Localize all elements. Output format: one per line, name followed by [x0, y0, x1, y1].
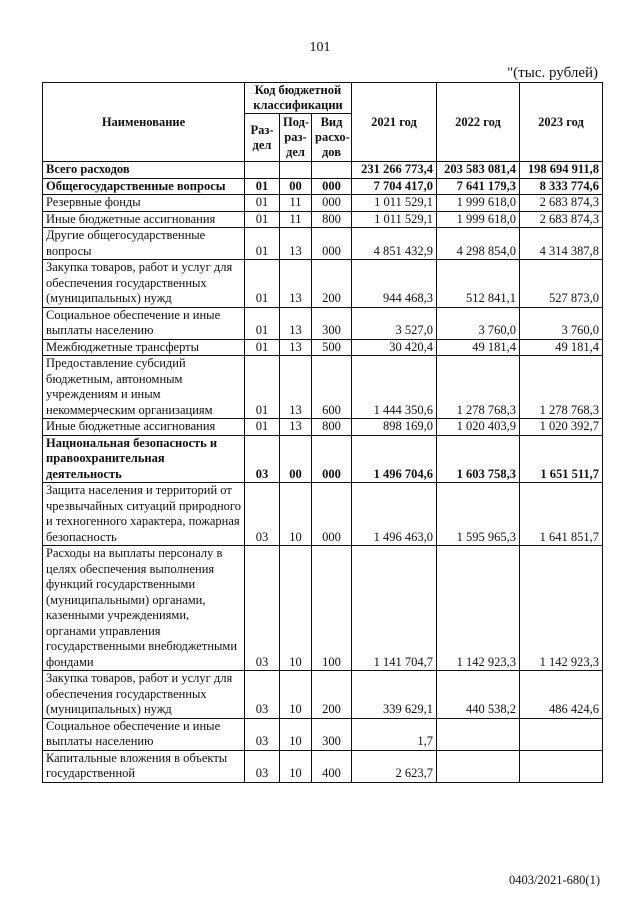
cell-2023: 1 142 923,3: [520, 546, 603, 671]
cell-vid: 300: [312, 307, 352, 339]
cell-2023: 1 020 392,7: [520, 419, 603, 436]
cell-name: Закупка товаров, работ и услуг для обеспечения государственных (муниципальных) нужд: [43, 260, 245, 308]
cell-name: Капитальные вложения в объекты государственной: [43, 750, 245, 782]
cell-2023: 2 683 874,3: [520, 195, 603, 212]
cell-2023: 198 694 911,8: [520, 162, 603, 179]
cell-2021: 30 420,4: [352, 339, 437, 356]
cell-2022: 7 641 179,3: [437, 178, 520, 195]
cell-2021: 1 011 529,1: [352, 211, 437, 228]
budget-table: [42, 82, 603, 783]
cell-name: Защита населения и территорий от чрезвычайных ситуаций природного и техногенного характера, пожарная безопасность: [43, 483, 245, 546]
cell-name: Иные бюджетные ассигнования: [43, 419, 245, 436]
cell-vid: 100: [312, 546, 352, 671]
cell-2023: 1 641 851,7: [520, 483, 603, 546]
cell-podrazdel: 13: [280, 228, 312, 260]
cell-2022: 4 298 854,0: [437, 228, 520, 260]
cell-name: Расходы на выплаты персоналу в целях обеспечения выполнения функций государственными (муниципальными) органами, казенными учреждениями, органами управления государственными внебюджетными фондами: [43, 546, 245, 671]
cell-razdel: 01: [245, 260, 280, 308]
cell-name: Социальное обеспечение и иные выплаты населению: [43, 718, 245, 750]
cell-2021: 2 623,7: [352, 750, 437, 782]
cell-razdel: 01: [245, 228, 280, 260]
cell-2021: 1 444 350,6: [352, 356, 437, 419]
cell-2023: 49 181,4: [520, 339, 603, 356]
cell-2022: 1 603 758,3: [437, 435, 520, 483]
cell-2022: 1 142 923,3: [437, 546, 520, 671]
cell-2021: 944 468,3: [352, 260, 437, 308]
cell-razdel: 01: [245, 195, 280, 212]
cell-podrazdel: 10: [280, 671, 312, 719]
cell-podrazdel: 10: [280, 483, 312, 546]
cell-2022: 1 999 618,0: [437, 211, 520, 228]
header-name: Наименование: [43, 83, 245, 162]
cell-2023: 527 873,0: [520, 260, 603, 308]
cell-razdel: [245, 162, 280, 179]
cell-podrazdel: [280, 162, 312, 179]
cell-podrazdel: 13: [280, 419, 312, 436]
cell-razdel: 01: [245, 178, 280, 195]
cell-vid: [312, 162, 352, 179]
cell-2021: 4 851 432,9: [352, 228, 437, 260]
cell-2021: 231 266 773,4: [352, 162, 437, 179]
cell-2023: 1 278 768,3: [520, 356, 603, 419]
cell-2023: 2 683 874,3: [520, 211, 603, 228]
cell-name: Общегосударственные вопросы: [43, 178, 245, 195]
cell-podrazdel: 00: [280, 435, 312, 483]
table-row: [43, 435, 603, 483]
table-row: [43, 211, 603, 228]
cell-podrazdel: 11: [280, 195, 312, 212]
cell-name: Резервные фонды: [43, 195, 245, 212]
cell-razdel: 01: [245, 211, 280, 228]
table-row: [43, 307, 603, 339]
cell-vid: 000: [312, 178, 352, 195]
cell-vid: 200: [312, 671, 352, 719]
table-row: [43, 546, 603, 671]
cell-2022: [437, 718, 520, 750]
table-row: [43, 750, 603, 782]
cell-vid: 400: [312, 750, 352, 782]
cell-2023: [520, 750, 603, 782]
cell-razdel: 03: [245, 718, 280, 750]
table-row: [43, 195, 603, 212]
cell-name: Иные бюджетные ассигнования: [43, 211, 245, 228]
header-code-group: Код бюджетной классификации: [245, 83, 352, 114]
page-number: 101: [309, 40, 331, 55]
table-row: [43, 228, 603, 260]
cell-2021: 1,7: [352, 718, 437, 750]
cell-2022: 3 760,0: [437, 307, 520, 339]
cell-2023: 4 314 387,8: [520, 228, 603, 260]
cell-2021: 3 527,0: [352, 307, 437, 339]
cell-vid: 800: [312, 211, 352, 228]
cell-2022: 203 583 081,4: [437, 162, 520, 179]
cell-podrazdel: 13: [280, 339, 312, 356]
cell-2021: 7 704 417,0: [352, 178, 437, 195]
cell-2023: 3 760,0: [520, 307, 603, 339]
cell-name: Закупка товаров, работ и услуг для обеспечения государственных (муниципальных) нужд: [43, 671, 245, 719]
cell-2022: 1 999 618,0: [437, 195, 520, 212]
cell-2022: [437, 750, 520, 782]
cell-2022: 1 595 965,3: [437, 483, 520, 546]
cell-name: Другие общегосударственные вопросы: [43, 228, 245, 260]
header-podrazdel: Под- раз- дел: [280, 114, 312, 162]
cell-2021: 1 496 463,0: [352, 483, 437, 546]
table-row: [43, 671, 603, 719]
cell-vid: 000: [312, 195, 352, 212]
table-body: [43, 162, 603, 783]
table-row: [43, 178, 603, 195]
header-2023: 2023 год: [520, 83, 603, 162]
cell-2021: 1 141 704,7: [352, 546, 437, 671]
table-row: [43, 356, 603, 419]
cell-2021: 898 169,0: [352, 419, 437, 436]
cell-2021: 1 496 704,6: [352, 435, 437, 483]
cell-name: Предоставление субсидий бюджетным, автономным учреждениям и иным некоммерческим организациям: [43, 356, 245, 419]
cell-2022: 49 181,4: [437, 339, 520, 356]
cell-2023: [520, 718, 603, 750]
cell-2022: 1 020 403,9: [437, 419, 520, 436]
cell-2023: 486 424,6: [520, 671, 603, 719]
cell-razdel: 03: [245, 671, 280, 719]
table-row: [43, 419, 603, 436]
cell-2021: 1 011 529,1: [352, 195, 437, 212]
cell-vid: 800: [312, 419, 352, 436]
cell-razdel: 03: [245, 750, 280, 782]
header-vid: Вид расхо- дов: [312, 114, 352, 162]
cell-razdel: 01: [245, 307, 280, 339]
cell-name: Межбюджетные трансферты: [43, 339, 245, 356]
cell-podrazdel: 10: [280, 718, 312, 750]
cell-podrazdel: 10: [280, 546, 312, 671]
table-row: [43, 339, 603, 356]
cell-vid: 000: [312, 228, 352, 260]
cell-razdel: 03: [245, 483, 280, 546]
cell-2022: 512 841,1: [437, 260, 520, 308]
table-row: [43, 260, 603, 308]
cell-vid: 300: [312, 718, 352, 750]
cell-2022: 440 538,2: [437, 671, 520, 719]
cell-podrazdel: 10: [280, 750, 312, 782]
header-2021: 2021 год: [352, 83, 437, 162]
cell-2023: 8 333 774,6: [520, 178, 603, 195]
cell-razdel: 01: [245, 356, 280, 419]
cell-podrazdel: 13: [280, 260, 312, 308]
cell-2021: 339 629,1: [352, 671, 437, 719]
table-row: [43, 162, 603, 179]
footer-code: 0403/2021-680(1): [509, 873, 600, 887]
cell-name: Национальная безопасность и правоохранительная деятельность: [43, 435, 245, 483]
cell-razdel: 01: [245, 339, 280, 356]
cell-vid: 500: [312, 339, 352, 356]
cell-vid: 000: [312, 483, 352, 546]
table-row: [43, 483, 603, 546]
cell-vid: 600: [312, 356, 352, 419]
header-2022: 2022 год: [437, 83, 520, 162]
cell-podrazdel: 11: [280, 211, 312, 228]
cell-name: Всего расходов: [43, 162, 245, 179]
cell-razdel: 03: [245, 435, 280, 483]
cell-razdel: 01: [245, 419, 280, 436]
cell-name: Социальное обеспечение и иные выплаты населению: [43, 307, 245, 339]
header-razdel: Раз- дел: [245, 114, 280, 162]
cell-podrazdel: 13: [280, 356, 312, 419]
table-row: [43, 718, 603, 750]
cell-podrazdel: 13: [280, 307, 312, 339]
cell-2022: 1 278 768,3: [437, 356, 520, 419]
cell-razdel: 03: [245, 546, 280, 671]
cell-vid: 000: [312, 435, 352, 483]
cell-vid: 200: [312, 260, 352, 308]
table-header: [43, 83, 603, 162]
cell-podrazdel: 00: [280, 178, 312, 195]
cell-2023: 1 651 511,7: [520, 435, 603, 483]
units-label: "(тыс. рублей): [507, 65, 598, 81]
